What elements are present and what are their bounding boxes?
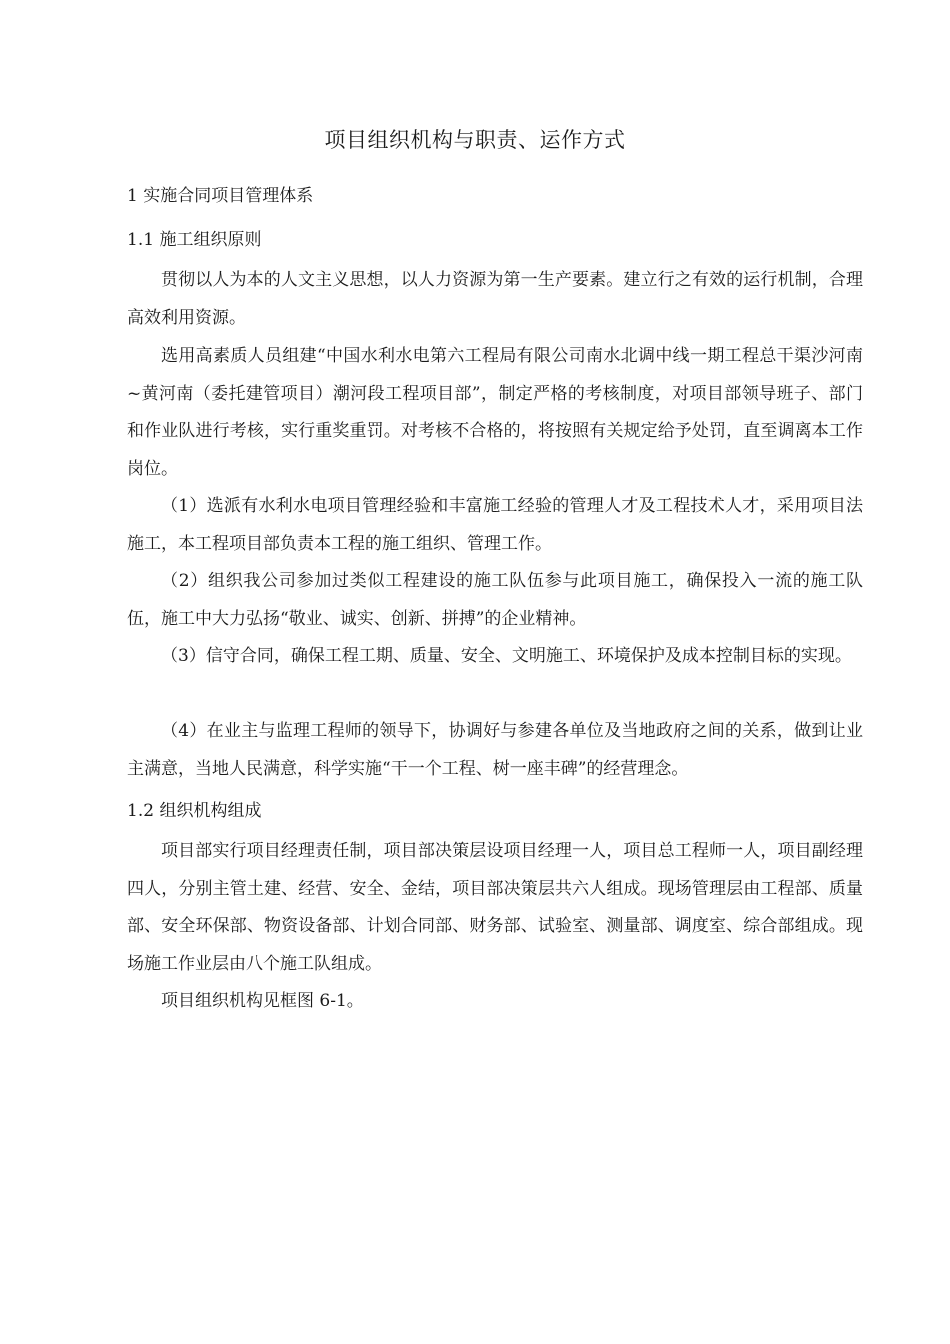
section-heading-1: 1 实施合同项目管理体系 bbox=[127, 186, 314, 206]
paragraph-item-2: （2）组织我公司参加过类似工程建设的施工队伍参与此项目施工，确保投入一流的施工队伍，施工中大力弘扬“敬业、诚实、创新、拼搏”的企业精神。 bbox=[127, 571, 863, 629]
paragraph-item-3: （3）信守合同，确保工程工期、质量、安全、文明施工、环境保护及成本控制目标的实现。 bbox=[161, 646, 852, 666]
paragraph-staffing: 选用高素质人员组建“中国水利水电第六工程局有限公司南水北调中线一期工程总干渠沙河南~黄河南（委托建管项目）潮河段工程项目部”，制定严格的考核制度，对项目部领导班子、部门和作业队进行考核，实行重奖重罚。对考核不合格的，将按照有关规定给予处罚，直至调离本工作岗位。 bbox=[127, 346, 863, 479]
paragraph-figure-reference: 项目组织机构见框图 6-1。 bbox=[161, 991, 364, 1011]
paragraph-principle-intro: 贯彻以人为本的人文主义思想，以人力资源为第一生产要素。建立行之有效的运行机制，合理高效利用资源。 bbox=[127, 270, 863, 328]
paragraph-item-1: （1）选派有水利水电项目管理经验和丰富施工经验的管理人才及工程技术人才，采用项目法施工，本工程项目部负责本工程的施工组织、管理工作。 bbox=[127, 496, 863, 554]
page-title: 项目组织机构与职责、运作方式 bbox=[324, 128, 626, 152]
paragraph-item-4: （4）在业主与监理工程师的领导下，协调好与参建各单位及当地政府之间的关系，做到让业主满意，当地人民满意，科学实施“干一个工程、树一座丰碑”的经营理念。 bbox=[127, 721, 863, 779]
section-heading-1-1: 1.1 施工组织原则 bbox=[127, 230, 262, 250]
section-heading-1-2: 1.2 组织机构组成 bbox=[127, 801, 262, 821]
paragraph-organization: 项目部实行项目经理责任制，项目部决策层设项目经理一人，项目总工程师一人，项目副经理四人，分别主管土建、经营、安全、金结，项目部决策层共六人组成。现场管理层由工程部、质量部、安全环保部、物资设备部、计划合同部、财务部、试验室、测量部、调度室、综合部组成。现场施工作业层由八个施工队组成。 bbox=[127, 841, 863, 974]
